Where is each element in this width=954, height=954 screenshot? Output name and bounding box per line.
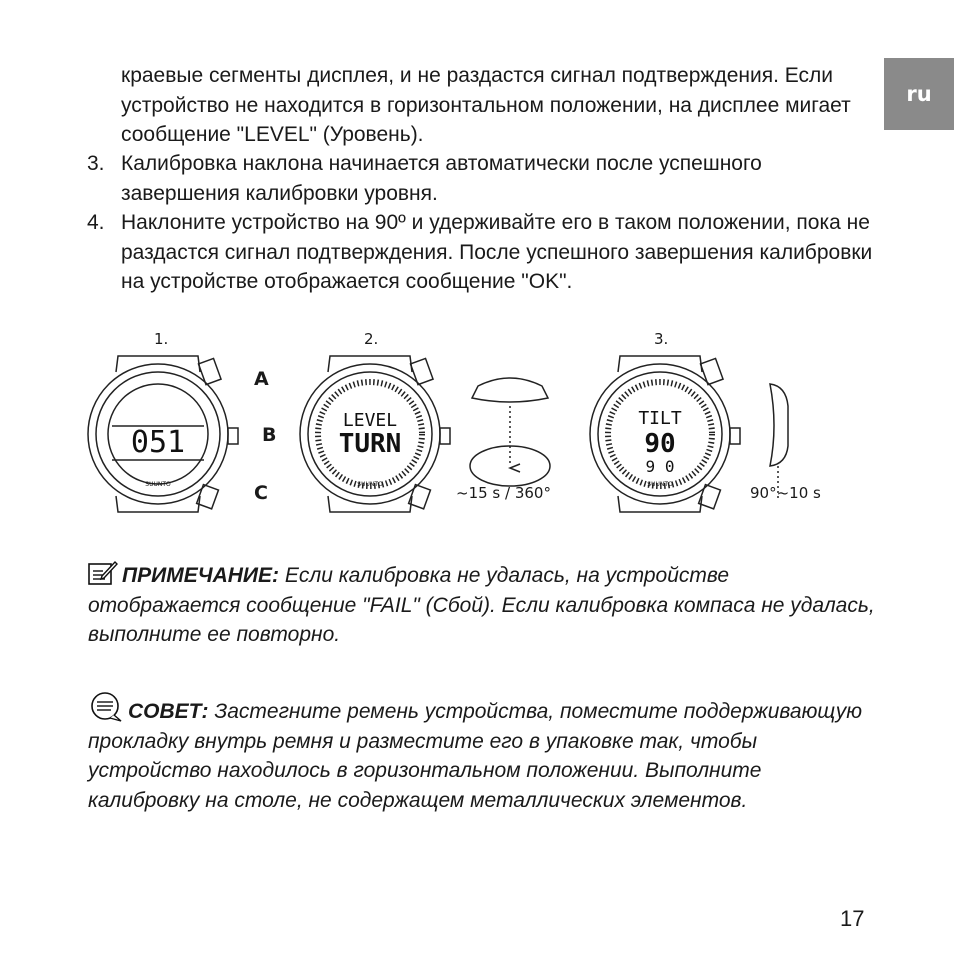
- button-label-a: A: [254, 368, 269, 390]
- note-pencil-icon: [88, 560, 118, 586]
- intro-continuation: краевые сегменты дисплея, и не раздастся сигнал подтверждения. Если устройство не находится в горизонтальном положении, на дисплее мигает сообщение "LEVEL" (Уровень).: [121, 64, 851, 146]
- watch-1-brand: SUUNTO: [145, 481, 171, 488]
- calibration-figure: [80, 326, 840, 526]
- watch-3-line-3: 9 0: [645, 457, 675, 476]
- tip-label: СОВЕТ:: [128, 700, 209, 723]
- watch-2-brand: SUUNTO: [357, 481, 383, 488]
- button-label-c: C: [254, 482, 268, 504]
- step-3-text: Калибровка наклона начинается автоматически после успешного завершения калибровки уровня.: [121, 152, 762, 205]
- step-number-3: 3.: [87, 152, 105, 175]
- button-label-b: B: [262, 424, 277, 446]
- note-block: [88, 560, 878, 650]
- tip-text: Застегните ремень устройства, поместите поддерживающую прокладку внутрь ремня и разместите его в упаковке так, чтобы устройство находилось в горизонтальном положении. Выполните калибровку на столе, не содержащем металлических элементов.: [88, 700, 862, 812]
- tilt-caption: 90°~10 s: [750, 484, 821, 502]
- note-text: Если калибровка не удалась, на устройстве отображается сообщение "FAIL" (Сбой). Если калибровка компаса не удалась, выполните ее повторно.: [88, 564, 875, 646]
- watch-3-brand: SUUNTO: [647, 481, 673, 488]
- watch-3-line-2: 90: [644, 429, 676, 459]
- tilt-device-icon: [770, 384, 788, 498]
- tip-block: [88, 692, 878, 815]
- rotate-device-icon: [470, 378, 550, 486]
- figure-label-1: 1.: [154, 330, 169, 348]
- page-number: 17: [840, 906, 865, 931]
- figure-label-3: 3.: [654, 330, 669, 348]
- rotate-caption: ~15 s / 360°: [456, 484, 551, 502]
- watch-1-display: 051: [130, 425, 186, 460]
- watch-2-line-2: TURN: [338, 429, 402, 459]
- watch-2-line-1: LEVEL: [342, 410, 398, 431]
- tip-speech-icon: [88, 692, 124, 722]
- step-number-4: 4.: [87, 211, 105, 234]
- note-label: ПРИМЕЧАНИЕ:: [122, 564, 280, 587]
- watch-3-line-1: TILT: [638, 408, 682, 429]
- language-tab: ru: [884, 58, 954, 130]
- step-4-text: Наклоните устройство на 90º и удерживайте его в таком положении, пока не раздастся сигнал подтверждения. После успешного завершения калибровки на устройстве отображается сообщение "OK".: [121, 211, 873, 293]
- figure-label-2: 2.: [364, 330, 379, 348]
